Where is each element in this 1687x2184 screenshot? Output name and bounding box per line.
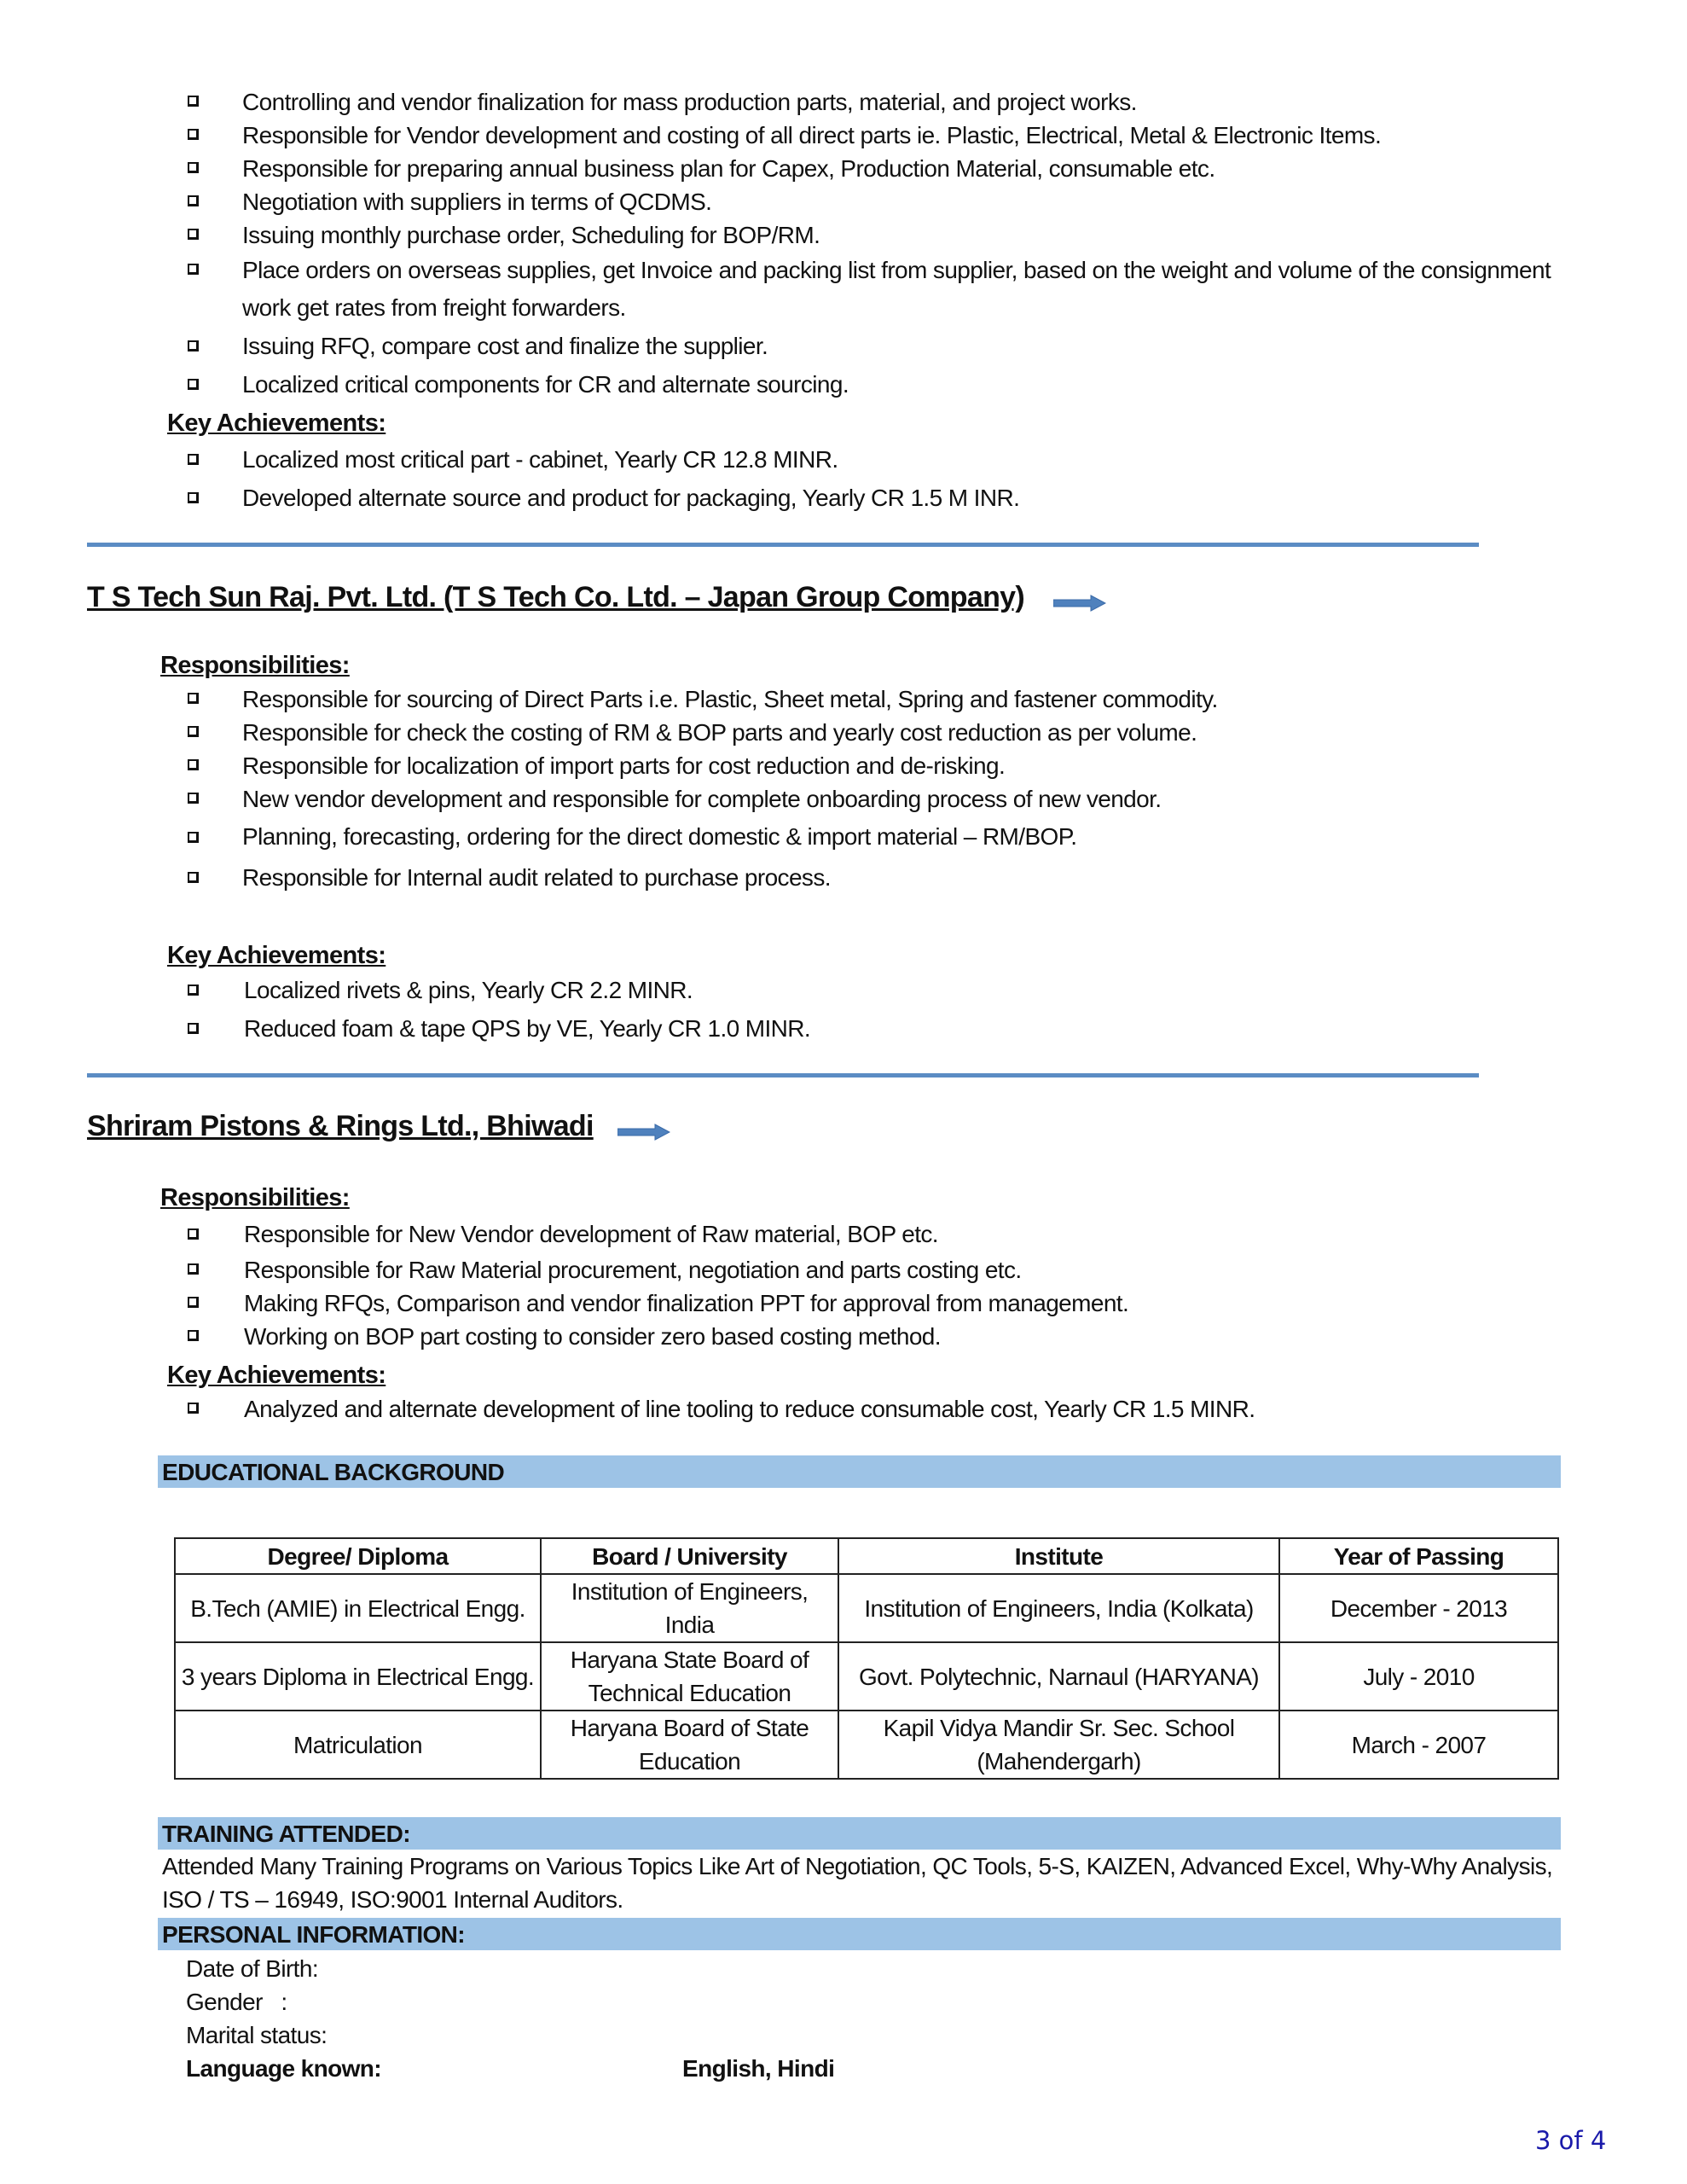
- educational-background-heading: EDUCATIONAL BACKGROUND: [158, 1455, 1561, 1488]
- column-header: Institute: [838, 1538, 1279, 1574]
- checkbox-bullet-icon: [188, 1330, 199, 1341]
- ts-tech-achievements: [171, 971, 1578, 1048]
- list-item: Controlling and vendor finalization for mass production parts, material, and project works.: [171, 85, 1578, 119]
- list-item: Planning, forecasting, ordering for the direct domestic & import material – RM/BOP.: [171, 816, 1578, 858]
- key-achievements-heading: Key Achievements:: [167, 410, 386, 437]
- checkbox-bullet-icon: [188, 454, 199, 465]
- list-item: Responsible for Vendor development and costing of all direct parts ie. Plastic, Electrical, Metal & Electronic Items.: [171, 119, 1578, 152]
- list-item: Responsible for Internal audit related to purchase process.: [171, 858, 1578, 897]
- list-item: Making RFQs, Comparison and vendor finalization PPT for approval from management.: [171, 1287, 1578, 1320]
- page-number: 3 of 4: [1535, 2126, 1607, 2155]
- key-achievements-heading: Key Achievements:: [167, 1362, 386, 1389]
- checkbox-bullet-icon: [188, 129, 199, 140]
- list-item: Responsible for localization of import parts for cost reduction and de-risking.: [171, 749, 1578, 782]
- column-header: Degree/ Diploma: [175, 1538, 541, 1574]
- training-attended-heading: TRAINING ATTENDED:: [158, 1817, 1561, 1850]
- checkbox-bullet-icon: [188, 229, 199, 240]
- top-achievements: [171, 440, 1578, 517]
- language-known-label: Language known:: [186, 2055, 382, 2082]
- date-of-birth-label: Date of Birth:: [186, 1955, 319, 1982]
- checkbox-bullet-icon: [188, 1297, 199, 1308]
- table-cell: Govt. Polytechnic, Narnaul (HARYANA): [838, 1642, 1279, 1711]
- table-cell: Haryana State Board of Technical Education: [541, 1642, 838, 1711]
- ts-tech-responsibilities: [171, 682, 1578, 897]
- right-arrow-icon: [617, 1124, 670, 1141]
- list-item: Localized critical components for CR and alternate sourcing.: [171, 365, 1578, 404]
- checkbox-bullet-icon: [188, 985, 199, 996]
- checkbox-bullet-icon: [188, 759, 199, 770]
- language-known-value: English, Hindi: [682, 2055, 835, 2082]
- table-cell: Haryana Board of State Education: [541, 1711, 838, 1779]
- list-item: Responsible for check the costing of RM & BOP parts and yearly cost reduction as per volume.: [171, 716, 1578, 749]
- checkbox-bullet-icon: [188, 793, 199, 804]
- list-item: Reduced foam & tape QPS by VE, Yearly CR 1.0 MINR.: [171, 1009, 1578, 1048]
- key-achievements-heading: Key Achievements:: [167, 942, 386, 969]
- marital-status-label: Marital status:: [186, 2022, 328, 2048]
- personal-information-heading: PERSONAL INFORMATION:: [158, 1918, 1561, 1950]
- shriram-responsibilities: [171, 1215, 1578, 1353]
- company-header-ts-tech: [87, 578, 1106, 616]
- list-item: Working on BOP part costing to consider zero based costing method.: [171, 1320, 1578, 1353]
- gender-label: Gender :: [186, 1989, 287, 2015]
- list-item: Responsible for preparing annual business plan for Capex, Production Material, consumable etc.: [171, 152, 1578, 185]
- list-item: Negotiation with suppliers in terms of QCDMS.: [171, 185, 1578, 218]
- shriram-achievements: [171, 1392, 1578, 1426]
- table-header-row: [175, 1538, 1558, 1574]
- checkbox-bullet-icon: [188, 96, 199, 107]
- column-header: Year of Passing: [1279, 1538, 1558, 1574]
- company-name: T S Tech Sun Raj. Pvt. Ltd. (T S Tech Co. Ltd. – Japan Group Company): [87, 581, 1024, 613]
- table-cell: B.Tech (AMIE) in Electrical Engg.: [175, 1574, 541, 1642]
- table-cell: Kapil Vidya Mandir Sr. Sec. School (Mahendergarh): [838, 1711, 1279, 1779]
- top-responsibilities: [171, 85, 1578, 404]
- table-row: [175, 1642, 1558, 1711]
- section-divider: [87, 1073, 1479, 1077]
- table-cell: December - 2013: [1279, 1574, 1558, 1642]
- list-item: Issuing monthly purchase order, Scheduling for BOP/RM.: [171, 218, 1578, 252]
- list-item: Responsible for Raw Material procurement, negotiation and parts costing etc.: [171, 1253, 1578, 1287]
- responsibilities-heading: Responsibilities:: [160, 652, 350, 679]
- training-description: Attended Many Training Programs on Various Topics Like Art of Negotiation, QC Tools, 5-S, KAIZEN, Advanced Excel, Why-Why Analysis, ISO / TS – 16949, ISO:9001 Internal Auditors.: [162, 1853, 1553, 1913]
- checkbox-bullet-icon: [188, 693, 199, 704]
- list-item: Developed alternate source and product for packaging, Yearly CR 1.5 M INR.: [171, 479, 1578, 517]
- list-item: Localized most critical part - cabinet, Yearly CR 12.8 MINR.: [171, 440, 1578, 479]
- checkbox-bullet-icon: [188, 195, 199, 206]
- list-item: Place orders on overseas supplies, get Invoice and packing list from supplier, based on the weight and volume of the consignment work get rates from freight forwarders.: [171, 252, 1578, 327]
- checkbox-bullet-icon: [188, 492, 199, 503]
- checkbox-bullet-icon: [188, 832, 199, 843]
- company-name: Shriram Pistons & Rings Ltd., Bhiwadi: [87, 1110, 594, 1142]
- list-item: Issuing RFQ, compare cost and finalize the supplier.: [171, 327, 1578, 365]
- table-row: [175, 1574, 1558, 1642]
- checkbox-bullet-icon: [188, 1263, 199, 1275]
- list-item: Analyzed and alternate development of line tooling to reduce consumable cost, Yearly CR 1.5 MINR.: [171, 1392, 1578, 1426]
- list-item: New vendor development and responsible for complete onboarding process of new vendor.: [171, 782, 1578, 816]
- checkbox-bullet-icon: [188, 872, 199, 883]
- list-item: Localized rivets & pins, Yearly CR 2.2 MINR.: [171, 971, 1578, 1009]
- company-header-shriram: [87, 1107, 670, 1145]
- table-cell: Institution of Engineers, India (Kolkata): [838, 1574, 1279, 1642]
- checkbox-bullet-icon: [188, 379, 199, 390]
- table-row: [175, 1711, 1558, 1779]
- right-arrow-icon: [1053, 595, 1106, 612]
- checkbox-bullet-icon: [188, 726, 199, 737]
- checkbox-bullet-icon: [188, 162, 199, 173]
- table-cell: Institution of Engineers, India: [541, 1574, 838, 1642]
- column-header: Board / University: [541, 1538, 838, 1574]
- checkbox-bullet-icon: [188, 1023, 199, 1034]
- checkbox-bullet-icon: [188, 1403, 199, 1414]
- table-cell: July - 2010: [1279, 1642, 1558, 1711]
- checkbox-bullet-icon: [188, 340, 199, 351]
- responsibilities-heading: Responsibilities:: [160, 1184, 350, 1211]
- section-divider: [87, 543, 1479, 547]
- list-item: Responsible for sourcing of Direct Parts i.e. Plastic, Sheet metal, Spring and fastener commodity.: [171, 682, 1578, 716]
- education-table: [174, 1537, 1559, 1780]
- list-item: Responsible for New Vendor development of Raw material, BOP etc.: [171, 1215, 1578, 1253]
- checkbox-bullet-icon: [188, 1228, 199, 1240]
- table-cell: March - 2007: [1279, 1711, 1558, 1779]
- table-cell: 3 years Diploma in Electrical Engg.: [175, 1642, 541, 1711]
- table-cell: Matriculation: [175, 1711, 541, 1779]
- checkbox-bullet-icon: [188, 264, 199, 275]
